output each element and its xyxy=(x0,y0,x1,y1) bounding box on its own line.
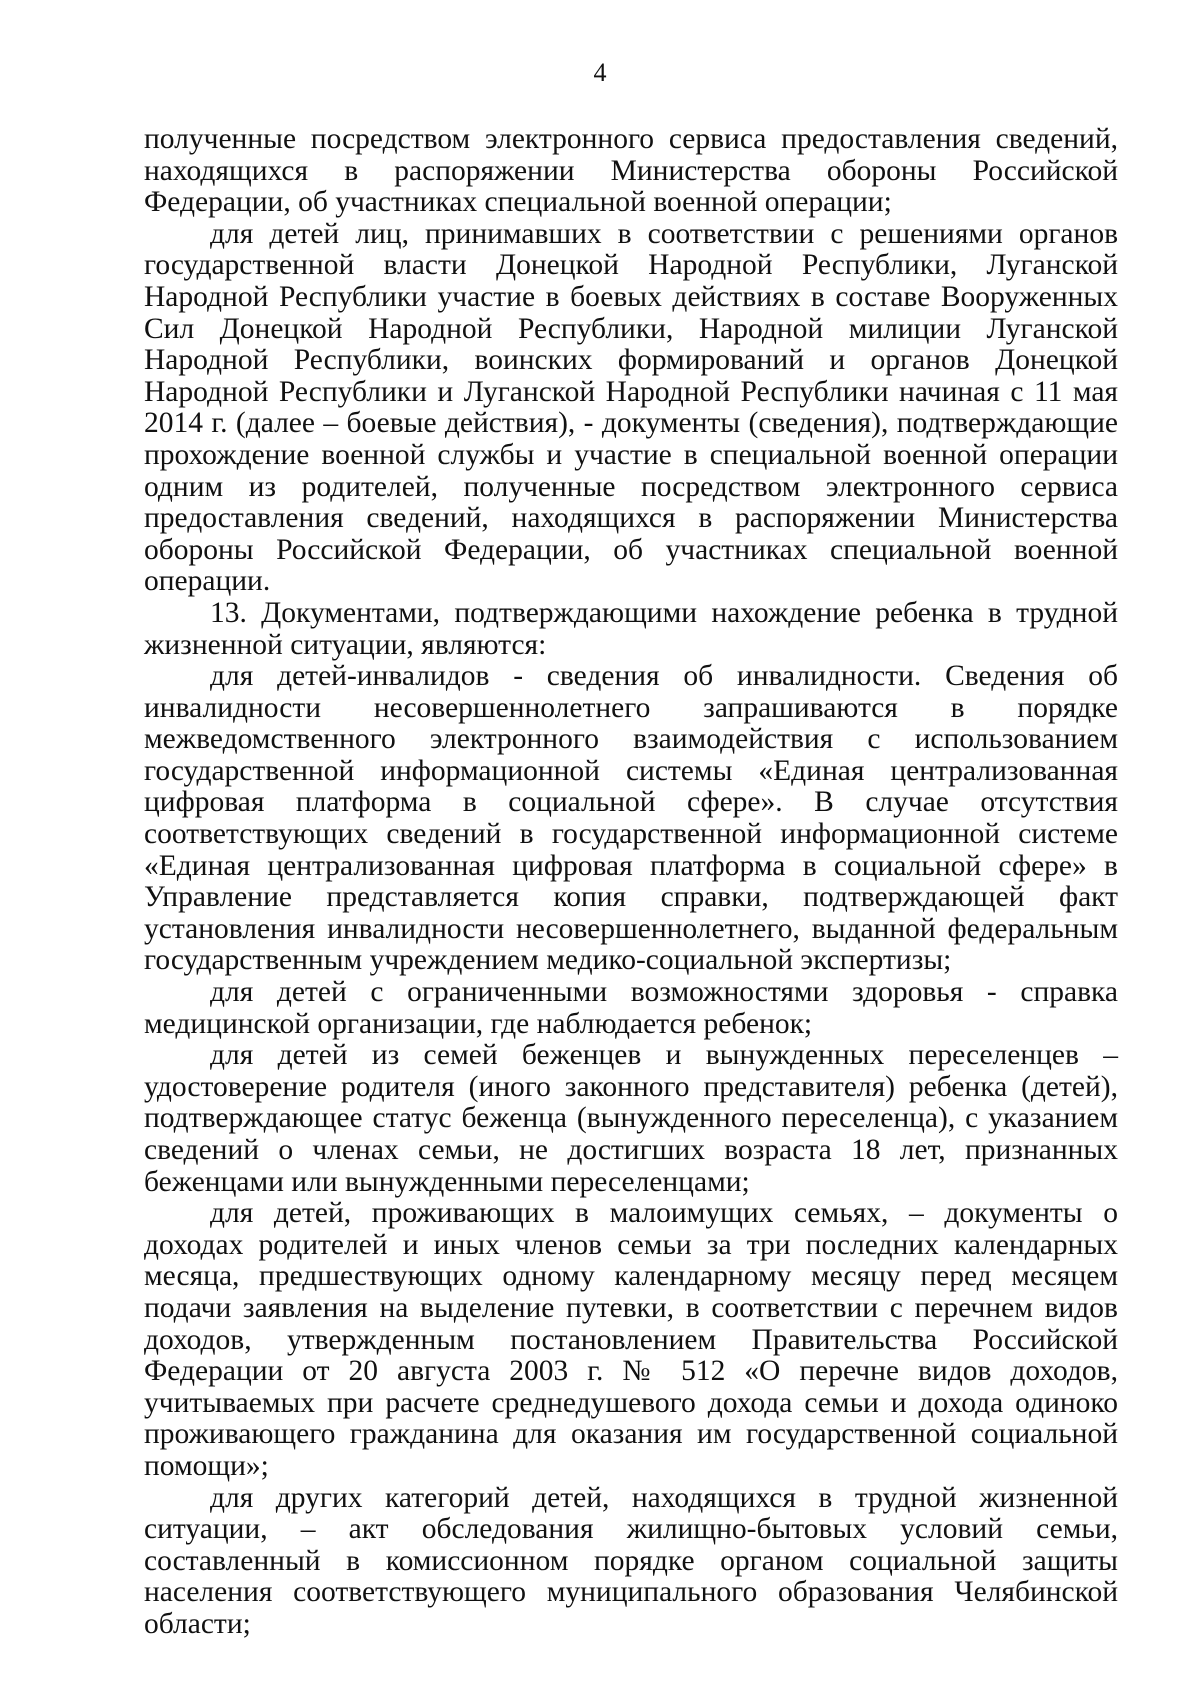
paragraph-item-13: 13. Документами, подтверждающими нахождение ребенка в трудной жизненной ситуации, являются: xyxy=(144,596,1118,661)
paragraph-other-categories: для других категорий детей, находящихся в трудной жизненной ситуации, – акт обследования жилищно-бытовых условий семьи, составленный в комиссионном порядке органом социальной защиты населения соответствующего муниципального образования Челябинской области; xyxy=(144,1481,1118,1640)
page-number: 4 xyxy=(593,58,607,87)
paragraph-low-income: для детей, проживающих в малоимущих семьях, – документы о доходах родителей и иных членов семьи за три последних календарных месяца, предшествующих одному календарному месяцу перед месяцем подачи заявления на выделение путевки, в соответствии с перечнем видов доходов, утвержденным постановлением Правительства Российской Федерации от 20 августа 2003 г. № 512 «О перечне видов доходов, учитываемых при расчете среднедушевого дохода семьи и дохода одиноко проживающего гражданина для оказания им государственной социальной помощи»; xyxy=(144,1197,1118,1482)
paragraph-continuation: полученные посредством электронного сервиса предоставления сведений, находящихся в распоряжении Министерства обороны Российской Федерации, об участниках специальной военной операции; xyxy=(144,123,1118,219)
paragraph-limited-health: для детей с ограниченными возможностями здоровья - справка медицинской организации, где наблюдается ребенок; xyxy=(144,976,1118,1040)
paragraph-refugees: для детей из семей беженцев и вынужденных переселенцев – удостоверение родителя (иного законного представителя) ребенка (детей), подтверждающее статус беженца (вынужденного переселенца), с указанием сведений о членах семьи, не достигших возраста 18 лет, признанных беженцами или вынужденными переселенцами; xyxy=(144,1039,1118,1198)
document-body xyxy=(144,124,1118,1641)
paragraph-disabled-children: для детей-инвалидов - сведения об инвалидности. Сведения об инвалидности несовершеннолетнего запрашиваются в порядке межведомственного электронного взаимодействия с использованием государственной информационной системы «Единая централизованная цифровая платформа в социальной сфере». В случае отсутствия соответствующих сведений в государственной информационной системе «Единая централизованная цифровая платформа в социальной сфере» в Управление представляется копия справки, подтверждающей факт установления инвалидности несовершеннолетнего, выданной федеральным государственным учреждением медико-социальной экспертизы; xyxy=(144,660,1118,977)
paragraph-dnr-lnr-children: для детей лиц, принимавших в соответствии с решениями органов государственной власти Донецкой Народной Республики, Луганской Народной Республики участие в боевых действиях в составе Вооруженных Сил Донецкой Народной Республики, Народной милиции Луганской Народной Республики, воинских формирований и органов Донецкой Народной Республики и Луганской Народной Республики начиная с 11 мая 2014 г. (далее – боевые действия), - документы (сведения), подтверждающие прохождение военной службы и участие в специальной военной операции одним из родителей, полученные посредством электронного сервиса предоставления сведений, находящихся в распоряжении Министерства обороны Российской Федерации, об участниках специальной военной операции. xyxy=(144,217,1118,598)
